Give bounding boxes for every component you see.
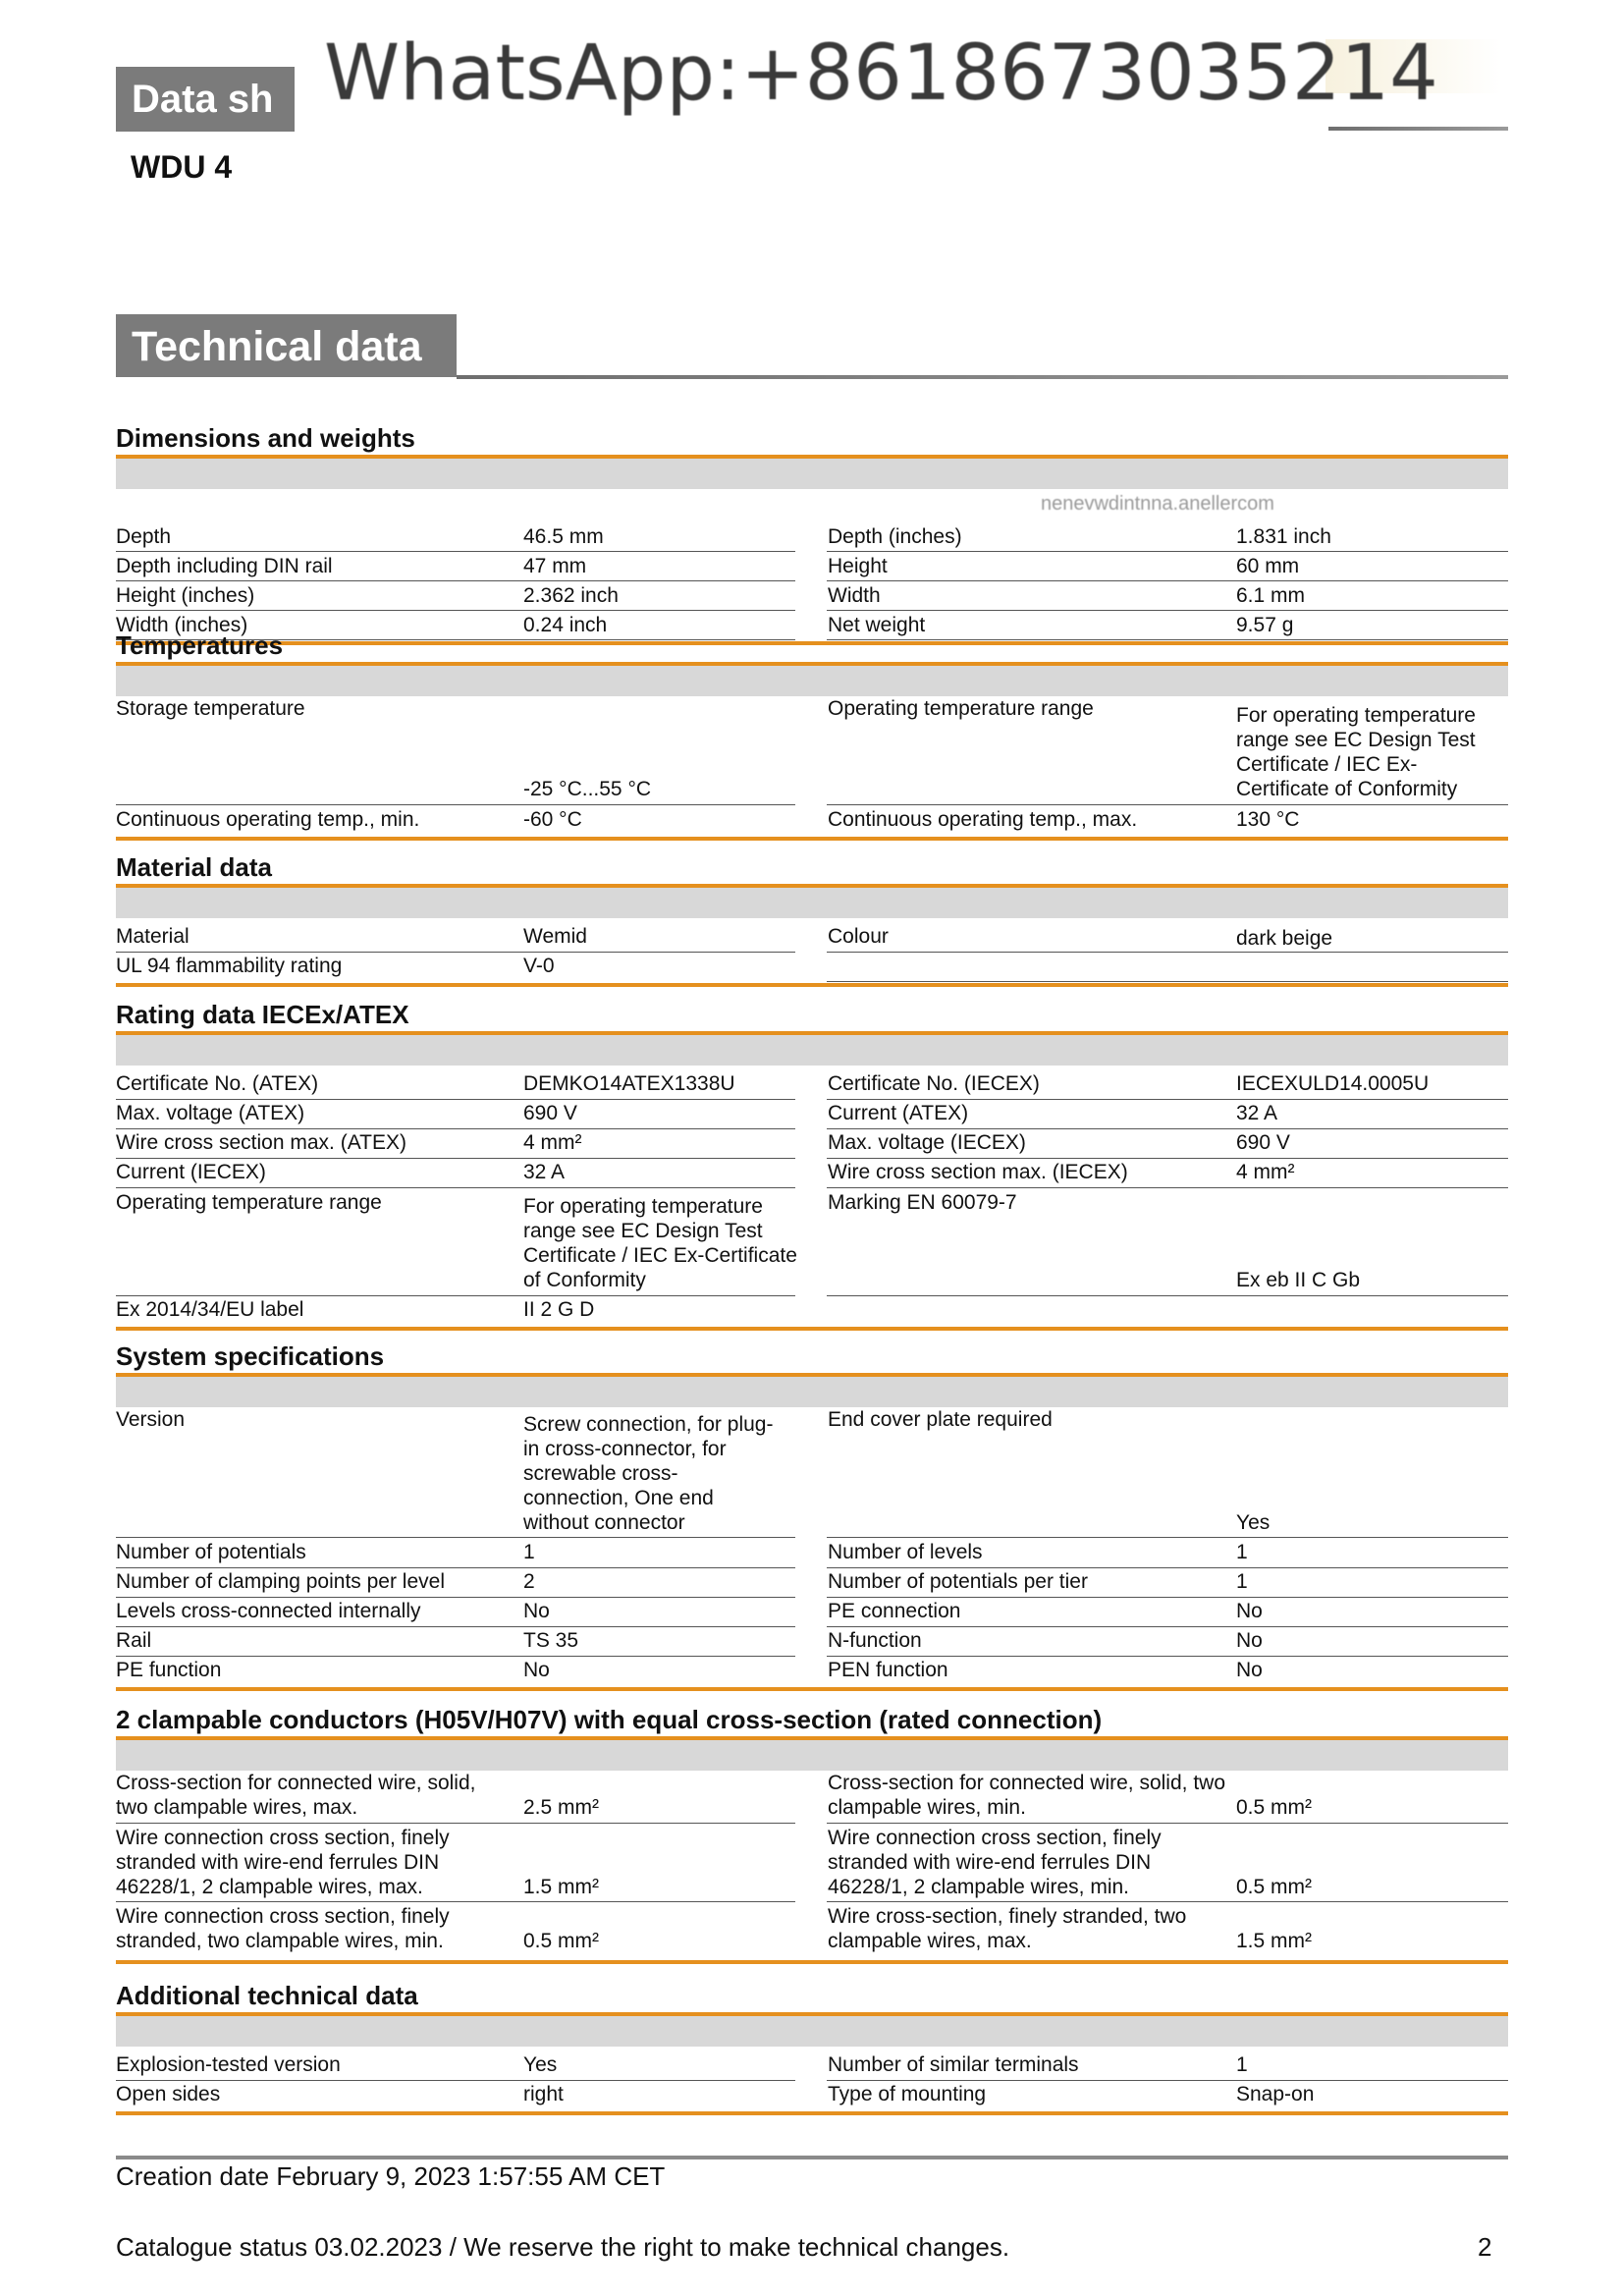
spec-label: Colour	[828, 925, 889, 948]
spec-value	[1236, 1297, 1508, 1322]
spec-value: No	[523, 1659, 550, 1681]
section-title: System specifications	[116, 1341, 385, 1371]
spec-value: No	[1236, 1629, 1263, 1652]
row-divider	[827, 1656, 1508, 1657]
spec-value: 46.5 mm	[523, 525, 604, 548]
spec-value: 1	[1236, 1541, 1248, 1563]
row-divider	[827, 551, 1508, 552]
spec-label: Depth (inches)	[828, 525, 962, 548]
spec-label: Depth	[116, 525, 172, 548]
spec-label: Wire cross section max. (IECEX)	[828, 1161, 1128, 1183]
spec-label: Wire cross-section, finely stranded, two clampable wires, max.	[828, 1905, 1187, 1952]
overlay-watermark-text: nenevwdintnna.anellercom	[1041, 493, 1274, 515]
row-divider	[116, 952, 795, 953]
row-divider	[827, 1901, 1508, 1902]
spec-label: Wire cross section max. (ATEX)	[116, 1131, 406, 1154]
section-bottom-line	[116, 1687, 1508, 1691]
section-grey-band	[116, 666, 1508, 696]
section-title: 2 clampable conductors (H05V/H07V) with equal cross-section (rated connection)	[116, 1705, 1103, 1734]
row-divider	[116, 1626, 795, 1627]
row-divider	[827, 981, 1508, 982]
spec-value: 9.57 g	[1236, 614, 1294, 636]
spec-value: 6.1 mm	[1236, 584, 1306, 607]
spec-label: Continuous operating temp., min.	[116, 808, 420, 831]
row-divider	[827, 2080, 1508, 2081]
spec-label: PEN function	[828, 1659, 948, 1681]
row-divider	[827, 1597, 1508, 1598]
document-type-tab: Data sh	[116, 67, 295, 132]
spec-label: Operating temperature range	[828, 697, 1094, 720]
spec-value: 2	[523, 1570, 535, 1593]
spec-value: Yes	[523, 2053, 558, 2076]
spec-value: 690 V	[523, 1102, 577, 1124]
spec-label	[828, 1297, 1230, 1322]
spec-value: 60 mm	[1236, 555, 1300, 577]
section-title: Rating data IECEx/ATEX	[116, 1000, 409, 1029]
row-divider	[827, 610, 1508, 611]
row-divider	[116, 1158, 795, 1159]
row-divider	[116, 2080, 795, 2081]
spec-value: For operating temperature range see EC Design Test Certificate / IEC Ex-Certificate of Conformity	[523, 1195, 797, 1291]
spec-label: Number of potentials per tier	[828, 1570, 1088, 1593]
spec-label: Height	[828, 555, 888, 577]
spec-value: 690 V	[1236, 1131, 1290, 1154]
spec-label: UL 94 flammability rating	[116, 955, 343, 977]
section-system-specifications	[116, 1339, 1508, 1692]
section-bottom-line	[116, 1960, 1508, 1964]
spec-value: Ex eb II C Gb	[1236, 1269, 1361, 1291]
spec-value: 1	[1236, 2053, 1248, 2076]
row-divider	[116, 610, 795, 611]
spec-value: Snap-on	[1236, 2083, 1315, 2105]
row-divider	[827, 952, 1508, 953]
spec-label: Width	[828, 584, 881, 607]
row-divider	[116, 1597, 795, 1598]
row-divider	[116, 1567, 795, 1568]
spec-value: 0.5 mm²	[523, 1930, 600, 1952]
spec-label: Width (inches)	[116, 614, 248, 636]
spec-value: 1.831 inch	[1236, 525, 1331, 548]
spec-value: 32 A	[1236, 1102, 1278, 1124]
spec-label: Number of potentials	[116, 1541, 306, 1563]
spec-label: Ex 2014/34/EU label	[116, 1298, 304, 1321]
section-bottom-line	[116, 2111, 1508, 2115]
header-rule	[1328, 127, 1508, 131]
watermark-text: WhatsApp:+8618673035214	[324, 29, 1438, 118]
section-title: Additional technical data	[116, 1981, 418, 2010]
spec-value: V-0	[523, 955, 555, 977]
spec-label: End cover plate required	[828, 1408, 1053, 1431]
spec-label: Wire connection cross section, finely stranded, two clampable wires, min.	[116, 1905, 450, 1952]
row-divider	[827, 1537, 1508, 1538]
page-number: 2	[1478, 2232, 1492, 2262]
row-divider	[827, 1158, 1508, 1159]
footer-rule	[116, 2156, 1508, 2159]
spec-value: 4 mm²	[523, 1131, 582, 1154]
section-grey-band	[116, 2016, 1508, 2047]
spec-label: Number of similar terminals	[828, 2053, 1079, 2076]
spec-label: Max. voltage (IECEX)	[828, 1131, 1026, 1154]
spec-label: Height (inches)	[116, 584, 255, 607]
spec-label: N-function	[828, 1629, 922, 1652]
row-divider	[116, 1099, 795, 1100]
section-temperatures	[116, 629, 1508, 839]
technical-data-tab: Technical data	[116, 314, 457, 377]
row-divider	[116, 580, 795, 581]
row-divider	[116, 804, 795, 805]
spec-value: Yes	[1236, 1511, 1271, 1534]
spec-label: Cross-section for connected wire, solid, two clampable wires, min.	[828, 1772, 1225, 1819]
spec-value: right	[523, 2083, 564, 2105]
section-title: Material data	[116, 852, 272, 882]
spec-value: For operating temperature range see EC Design Test Certificate / IEC Ex-Certificate of Conformity	[1236, 704, 1476, 800]
spec-value: 2.5 mm²	[523, 1796, 600, 1819]
product-title: WDU 4	[131, 149, 233, 185]
row-divider	[116, 1128, 795, 1129]
spec-label: Open sides	[116, 2083, 221, 2105]
spec-value: 32 A	[523, 1161, 566, 1183]
spec-value: No	[1236, 1600, 1263, 1622]
section-title: Dimensions and weights	[116, 423, 415, 453]
section-clampable-conductors	[116, 1703, 1508, 1972]
row-divider	[827, 580, 1508, 581]
row-divider	[116, 1537, 795, 1538]
spec-value: 2.362 inch	[523, 584, 619, 607]
spec-label: Current (IECEX)	[116, 1161, 266, 1183]
spec-value	[1236, 954, 1508, 978]
row-divider	[116, 1823, 795, 1824]
spec-value: No	[1236, 1659, 1263, 1681]
row-divider	[827, 1187, 1508, 1188]
section-title: Temperatures	[116, 630, 284, 660]
catalogue-status: Catalogue status 03.02.2023 / We reserve the right to make technical changes.	[116, 2232, 1010, 2262]
spec-label: Continuous operating temp., max.	[828, 808, 1138, 831]
spec-value: 4 mm²	[1236, 1161, 1295, 1183]
section-rating-data	[116, 998, 1508, 1355]
spec-value: 0.5 mm²	[1236, 1796, 1313, 1819]
spec-value: Wemid	[523, 925, 587, 948]
spec-value: DEMKO14ATEX1338U	[523, 1072, 735, 1095]
row-divider	[116, 1656, 795, 1657]
section-additional-technical-data	[116, 1979, 1508, 2125]
section-bottom-line	[116, 1327, 1508, 1331]
spec-label: Material	[116, 925, 189, 948]
spec-value: dark beige	[1236, 927, 1333, 950]
section-grey-band	[116, 1740, 1508, 1771]
spec-label: PE function	[116, 1659, 222, 1681]
row-divider	[116, 1901, 795, 1902]
row-divider	[827, 1626, 1508, 1627]
row-divider	[116, 551, 795, 552]
spec-label: Levels cross-connected internally	[116, 1600, 421, 1622]
spec-label	[828, 954, 1230, 978]
row-divider	[116, 1295, 795, 1296]
spec-value: 1.5 mm²	[523, 1876, 600, 1898]
spec-value: 1	[523, 1541, 535, 1563]
spec-label: PE connection	[828, 1600, 961, 1622]
creation-date: Creation date February 9, 2023 1:57:55 AM CET	[116, 2161, 666, 2191]
row-divider	[827, 804, 1508, 805]
spec-value: 1	[1236, 1570, 1248, 1593]
spec-label: Current (ATEX)	[828, 1102, 969, 1124]
spec-value: II 2 G D	[523, 1298, 595, 1321]
spec-label: Version	[116, 1408, 186, 1431]
spec-label: Explosion-tested version	[116, 2053, 341, 2076]
spec-label: Wire connection cross section, finely stranded with wire-end ferrules DIN 46228/1, 2 clampable wires, max.	[116, 1827, 450, 1898]
spec-value: -60 °C	[523, 808, 582, 831]
spec-label: Max. voltage (ATEX)	[116, 1102, 305, 1124]
spec-value: 0.24 inch	[523, 614, 608, 636]
spec-label: Certificate No. (IECEX)	[828, 1072, 1040, 1095]
section-grey-band	[116, 459, 1508, 489]
spec-label: Number of clamping points per level	[116, 1570, 445, 1593]
spec-label: Storage temperature	[116, 697, 305, 720]
spec-value: 130 °C	[1236, 808, 1300, 831]
spec-value: IECEXULD14.0005U	[1236, 1072, 1430, 1095]
row-divider	[827, 1823, 1508, 1824]
spec-value: TS 35	[523, 1629, 579, 1652]
section-grey-band	[116, 1377, 1508, 1407]
spec-label: Wire connection cross section, finely stranded with wire-end ferrules DIN 46228/1, 2 clampable wires, min.	[828, 1827, 1162, 1898]
spec-label: Cross-section for connected wire, solid, two clampable wires, max.	[116, 1772, 476, 1819]
spec-value: Screw connection, for plug-in cross-connector, for screwable cross-connection, One end without connector	[523, 1413, 774, 1534]
spec-label: Marking EN 60079-7	[828, 1191, 1017, 1214]
section-grey-band	[116, 1035, 1508, 1066]
spec-value: -25 °C...55 °C	[523, 778, 652, 800]
section-grey-band	[116, 888, 1508, 918]
row-divider	[116, 1187, 795, 1188]
row-divider	[827, 1295, 1508, 1296]
spec-label: Operating temperature range	[116, 1191, 382, 1214]
row-divider	[827, 1099, 1508, 1100]
spec-value: No	[523, 1600, 550, 1622]
spec-label: Certificate No. (ATEX)	[116, 1072, 319, 1095]
technical-data-rule	[457, 375, 1508, 379]
spec-value: 1.5 mm²	[1236, 1930, 1313, 1952]
section-material-data	[116, 850, 1508, 997]
row-divider	[827, 1567, 1508, 1568]
spec-label: Net weight	[828, 614, 926, 636]
section-bottom-line	[116, 837, 1508, 841]
spec-value: 47 mm	[523, 555, 587, 577]
spec-label: Rail	[116, 1629, 152, 1652]
section-dimensions-and-weights	[116, 421, 1508, 644]
spec-label: Type of mounting	[828, 2083, 987, 2105]
spec-label: Number of levels	[828, 1541, 983, 1563]
spec-value: 0.5 mm²	[1236, 1876, 1313, 1898]
row-divider	[827, 1128, 1508, 1129]
section-bottom-line	[116, 983, 1508, 987]
spec-label: Depth including DIN rail	[116, 555, 333, 577]
